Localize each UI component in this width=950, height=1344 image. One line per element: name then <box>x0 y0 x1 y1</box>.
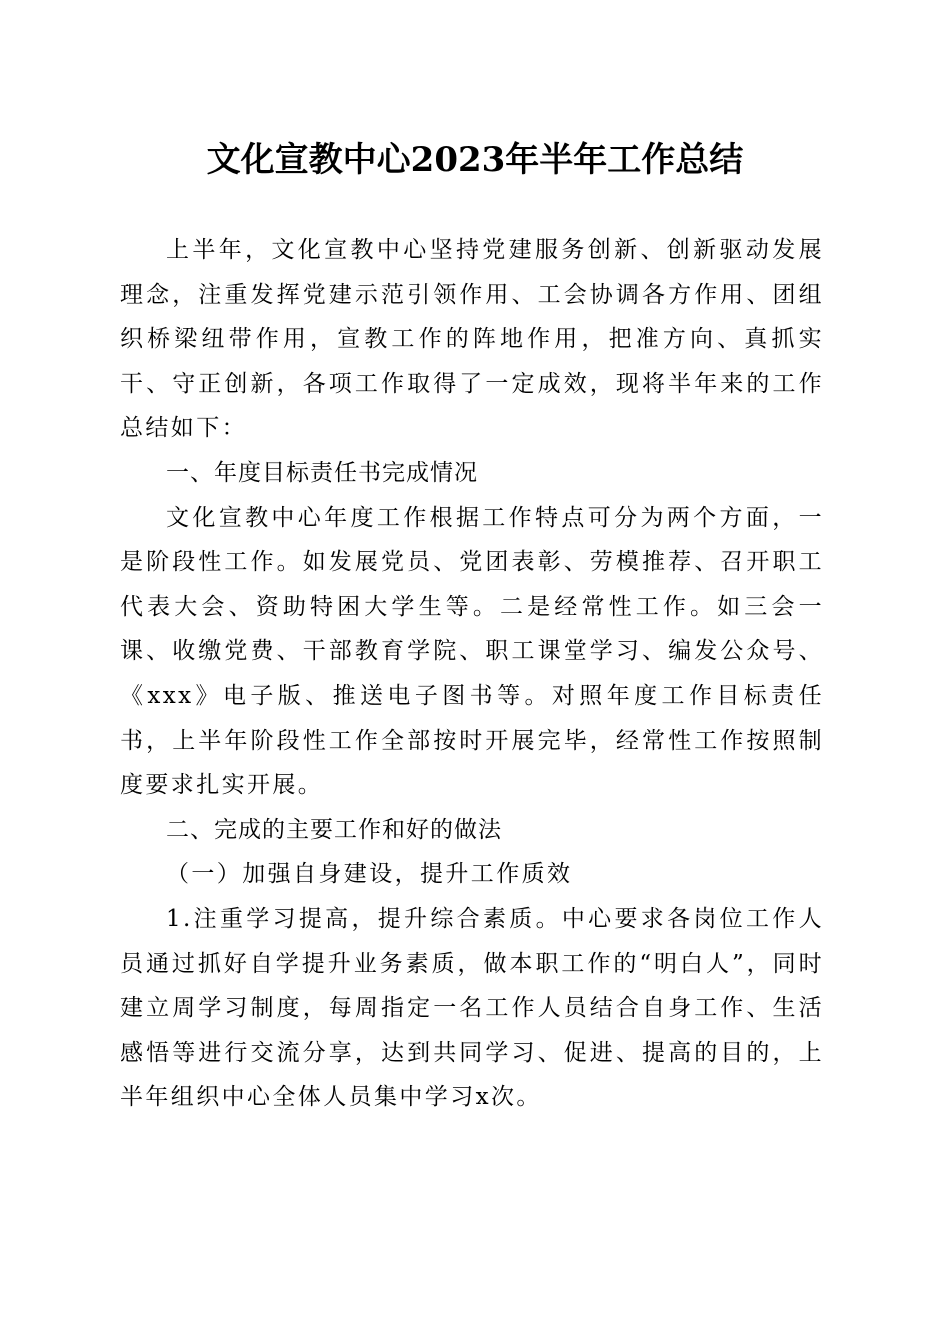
document-title: 文化宣教中心2023年半年工作总结 <box>206 140 744 180</box>
section-1-heading: 一、年度目标责任书完成情况 <box>166 459 478 486</box>
section-2-heading: 二、完成的主要工作和好的做法 <box>166 816 502 843</box>
document-body <box>120 228 824 1120</box>
subsection-1-heading: （一）加强自身建设，提升工作质效 <box>166 861 573 888</box>
section-1-paragraph: 文化宣教中心年度工作根据工作特点可分为两个方面，一是阶段性工作。如发展党员、党团表彰、劳模推荐、召开职工代表大会、资助特困大学生等。二是经常性工作。如三会一课、收缴党费、干部教育学院、职工课堂学习、编发公众号、《xxx》电子版、推送电子图书等。对照年度工作目标责任书，上半年阶段性工作全部按时开展完毕，经常性工作按照制度要求扎实开展。 <box>120 504 824 799</box>
item-1-paragraph: 1.注重学习提高，提升综合素质。中心要求各岗位工作人员通过抓好自学提升业务素质，做本职工作的“明白人”，同时建立周学习制度，每周指定一名工作人员结合自身工作、生活感悟等进行交流分享，达到共同学习、促进、提高的目的，上半年组织中心全体人员集中学习x次。 <box>120 905 824 1111</box>
intro-paragraph: 上半年，文化宣教中心坚持党建服务创新、创新驱动发展理念，注重发挥党建示范引领作用、工会协调各方作用、团组织桥梁纽带作用，宣教工作的阵地作用，把准方向、真抓实干、守正创新，各项工作取得了一定成效，现将半年来的工作总结如下： <box>120 237 824 442</box>
